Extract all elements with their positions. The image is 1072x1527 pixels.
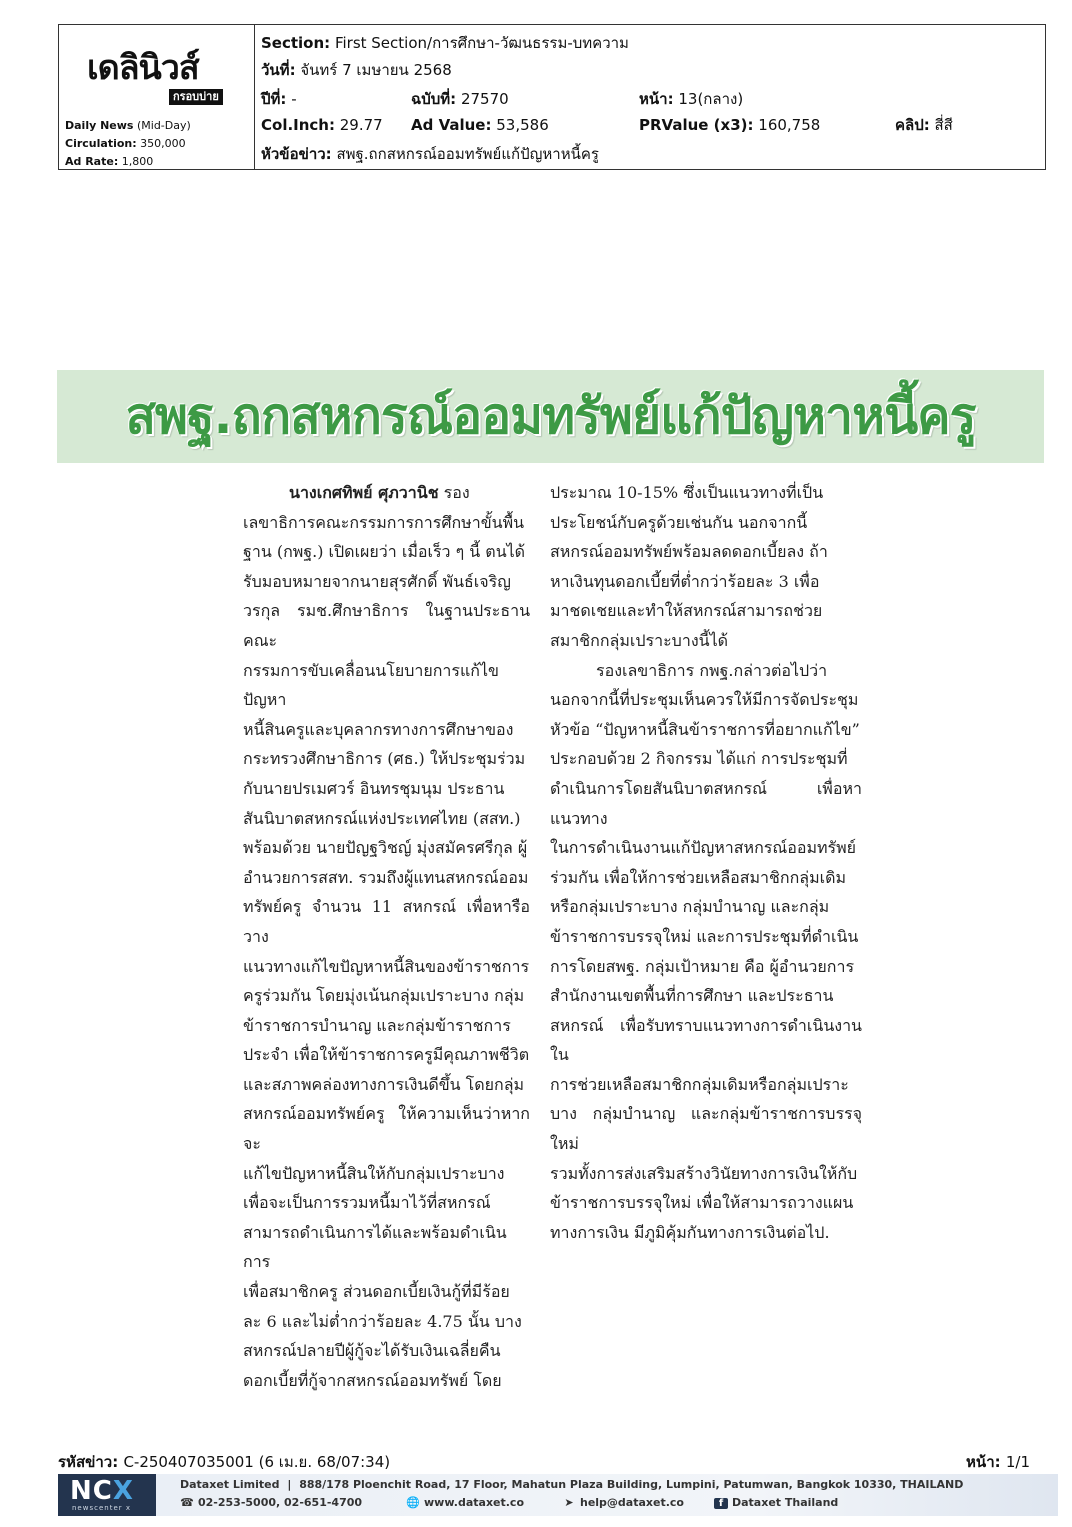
article-line: สมาชิกกลุ่มเปราะบางนี้ได้ [550,630,729,650]
ad-rate: Ad Rate: 1,800 [65,155,154,168]
globe-icon: 🌐 [406,1496,420,1509]
article-line: พร้อมด้วย นายปัญฐวิชญ์ มุ่งสมัครศรีกุล ผู้ [243,838,528,858]
footer-bar [58,1474,1058,1516]
section-field: Section: First Section/การศึกษา-วัฒนธรรม-บทความ [261,34,629,52]
email-link[interactable]: ➤ help@dataxet.co [562,1496,684,1509]
article-line: ประจำ เพื่อให้ข้าราชการครูมีคุณภาพชีวิต [243,1045,530,1065]
article-line: บาง กลุ่มบำนาญ และกลุ่มข้าราชการบรรจุใหม่ [550,1104,862,1154]
article-line: การช่วยเหลือสมาชิกกลุ่มเดิมหรือกลุ่มเปราะ [550,1074,849,1094]
article-line: ครูร่วมกัน โดยมุ่งเน้นกลุ่มเปราะบาง กลุ่ม [243,986,525,1006]
article-line: ประมาณ 10-15% ซึ่งเป็นแนวทางที่เป็น [550,483,824,502]
ncx-logo: NCX newscenter x [58,1474,156,1516]
article-line: ทรัพย์ครู จำนวน 11 สหกรณ์ เพื่อหารือวาง [243,897,530,946]
article-line: ประโยชน์กับครูด้วยเช่นกัน นอกจากนี้ [550,512,808,532]
send-icon: ➤ [564,1496,574,1509]
article-line: การโดยสพฐ. กลุ่มเป้าหมาย คือ ผู้อำนวยการ [550,956,855,976]
dailynews-logo: เดลินิวส์ [87,48,199,88]
issue-field: ฉบับที่: 27570 [411,90,509,108]
article-line: สามารถดำเนินการได้และพร้อมดำเนินการ [243,1222,507,1272]
article-line: หาเงินทุนดอกเบี้ยที่ต่ำกว่าร้อยละ 3 เพื่อ [550,571,820,591]
article-line: รับมอบหมายจากนายสุรศักดิ์ พันธ์เจริญ [243,571,511,591]
article-line: แก้ไขปัญหาหนี้สินให้กับกลุ่มเปราะบาง [243,1163,505,1183]
colinch-field: Col.Inch: 29.77 [261,116,383,134]
article-line: กรรมการขับเคลื่อนนโยบายการแก้ไขปัญหา [243,660,499,710]
company-address: Dataxet Limited | 888/178 Ploenchit Road, 17 Floor, Mahatun Plaza Building, Lumpini, Patumwan, Bangkok 10330, THAILAND [180,1478,964,1491]
article-line: กับนายปรเมศวร์ อินทรชุมนุม ประธาน [243,778,505,798]
article-line: ประกอบด้วย 2 กิจกรรม ได้แก่ การประชุมที่ [550,749,848,769]
article-line: นางเกศทิพย์ ศุภวานิช รอง [289,483,470,502]
article-line: สหกรณ์ออมทรัพย์พร้อมลดดอกเบี้ยลง ถ้า [550,542,828,562]
publication-info [59,25,255,169]
author-name: นางเกศทิพย์ ศุภวานิช [289,483,439,502]
article-line: ข้าราชการบรรจุใหม่ เพื่อให้สามารถวางแผน [550,1193,854,1213]
topic-field: หัวข้อข่าว: สพฐ.ถกสหกรณ์ออมทรัพย์แก้ปัญหาหนี้ครู [261,145,599,163]
article-line: สหกรณ์ปลายปีผู้กู้จะได้รับเงินเฉลี่ยคืน [243,1341,501,1361]
date-field: วันที่: จันทร์ 7 เมษายน 2568 [261,61,452,79]
article-line: มาชดเชยและทำให้สหกรณ์สามารถช่วย [550,601,823,621]
article-line: รองเลขาธิการ กพฐ.กล่าวต่อไปว่า [596,660,828,680]
facebook-link[interactable]: f Dataxet Thailand [714,1496,838,1509]
article-line: กระทรวงศึกษาธิการ (ศธ.) ให้ประชุมร่วม [243,749,526,769]
publication-name: Daily News (Mid-Day) [65,119,191,132]
phone-icon: ☎ [180,1496,194,1509]
article-line: สหกรณ์ เพื่อรับทราบแนวทางการดำเนินงานใน [550,1015,862,1065]
clip-field: คลิป: สี่สี [895,116,953,134]
article-line: เพื่อจะเป็นการรวมหนี้มาไว้ที่สหกรณ์ [243,1193,491,1213]
logo-edition-badge: กรอบบ่าย [169,89,223,105]
article-line: ฐาน (กพฐ.) เปิดเผยว่า เมื่อเร็ว ๆ นี้ ตนได้ [243,542,526,562]
article-column-left [243,478,530,1395]
article-line: และสภาพคล่องทางการเงินดีขึ้น โดยกลุ่ม [243,1074,525,1094]
article-line: อำนวยการสสท. รวมถึงผู้แทนสหกรณ์ออม [243,867,529,887]
facebook-icon: f [714,1498,728,1509]
article-line: ข้าราชการบำนาญ และกลุ่มข้าราชการ [243,1015,511,1035]
article-line: นอกจากนี้ที่ประชุมเห็นควรให้มีการจัดประชุม [550,690,859,710]
headline-band [57,370,1044,463]
article-line: รวมทั้งการส่งเสริมสร้างวินัยทางการเงินให้กับ [550,1163,858,1183]
advalue-field: Ad Value: 53,586 [411,116,549,134]
article-line: ในการดำเนินงานแก้ปัญหาสหกรณ์ออมทรัพย์ [550,838,857,858]
article-line: ละ 6 และไม่ต่ำกว่าร้อยละ 4.75 นั้น บาง [243,1311,522,1331]
website-link[interactable]: 🌐 www.dataxet.co [406,1496,525,1509]
article-line: หรือกลุ่มเปราะบาง กลุ่มบำนาญ และกลุ่ม [550,897,830,917]
page-count: หน้า: 1/1 [966,1453,1030,1471]
article-line: ดำเนินการโดยสันนิบาตสหกรณ์ เพื่อหาแนวทาง [550,778,862,828]
article-line: สหกรณ์ออมทรัพย์ครู ให้ความเห็นว่าหากจะ [243,1104,530,1154]
article-column-right [550,478,862,1247]
article-line: สำนักงานเขตพื้นที่การศึกษา และประธาน [550,986,834,1006]
circulation: Circulation: 350,000 [65,137,186,150]
article-line: ดอกเบี้ยที่กู้จากสหกรณ์ออมทรัพย์ โดย [243,1370,502,1390]
page-field: หน้า: 13(กลาง) [639,90,744,108]
article-line: ข้าราชการบรรจุใหม่ และการประชุมที่ดำเนิน [550,926,859,946]
article-line: ทางการเงิน มีภูมิคุ้มกันทางการเงินต่อไป. [550,1222,830,1242]
article-line: หนี้สินครูและบุคลากรทางการศึกษาของ [243,719,514,739]
article-line: เลขาธิการคณะกรรมการการศึกษาขั้นพื้น [243,512,525,532]
article-line: ร่วมกัน เพื่อให้การช่วยเหลือสมาชิกกลุ่มเดิม [550,867,847,887]
clipping-meta [255,25,1045,169]
article-line: แนวทางแก้ไขปัญหาหนี้สินของข้าราชการ [243,956,530,976]
article-line: หัวข้อ “ปัญหาหนี้สินข้าราชการที่อยากแก้ไข” [550,719,860,739]
prvalue-field: PRValue (x3): 160,758 [639,116,821,134]
phone-contact: ☎ 02-253-5000, 02-651-4700 [180,1496,363,1509]
article-line: เพื่อสมาชิกครู ส่วนดอกเบี้ยเงินกู้ที่มีร้อย [243,1282,510,1302]
news-code: รหัสข่าว: C-250407035001 (6 เม.ย. 68/07:34) [58,1453,391,1471]
year-field: ปีที่: - [261,90,297,108]
article-line: วรกุล รมช.ศึกษาธิการ ในฐานประธานคณะ [243,601,530,650]
clipping-header [58,24,1046,170]
article-line: สันนิบาตสหกรณ์แห่งประเทศไทย (สสท.) [243,808,521,828]
article-headline: สพฐ.ถกสหกรณ์ออมทรัพย์แก้ปัญหาหนี้ครู [125,387,976,445]
